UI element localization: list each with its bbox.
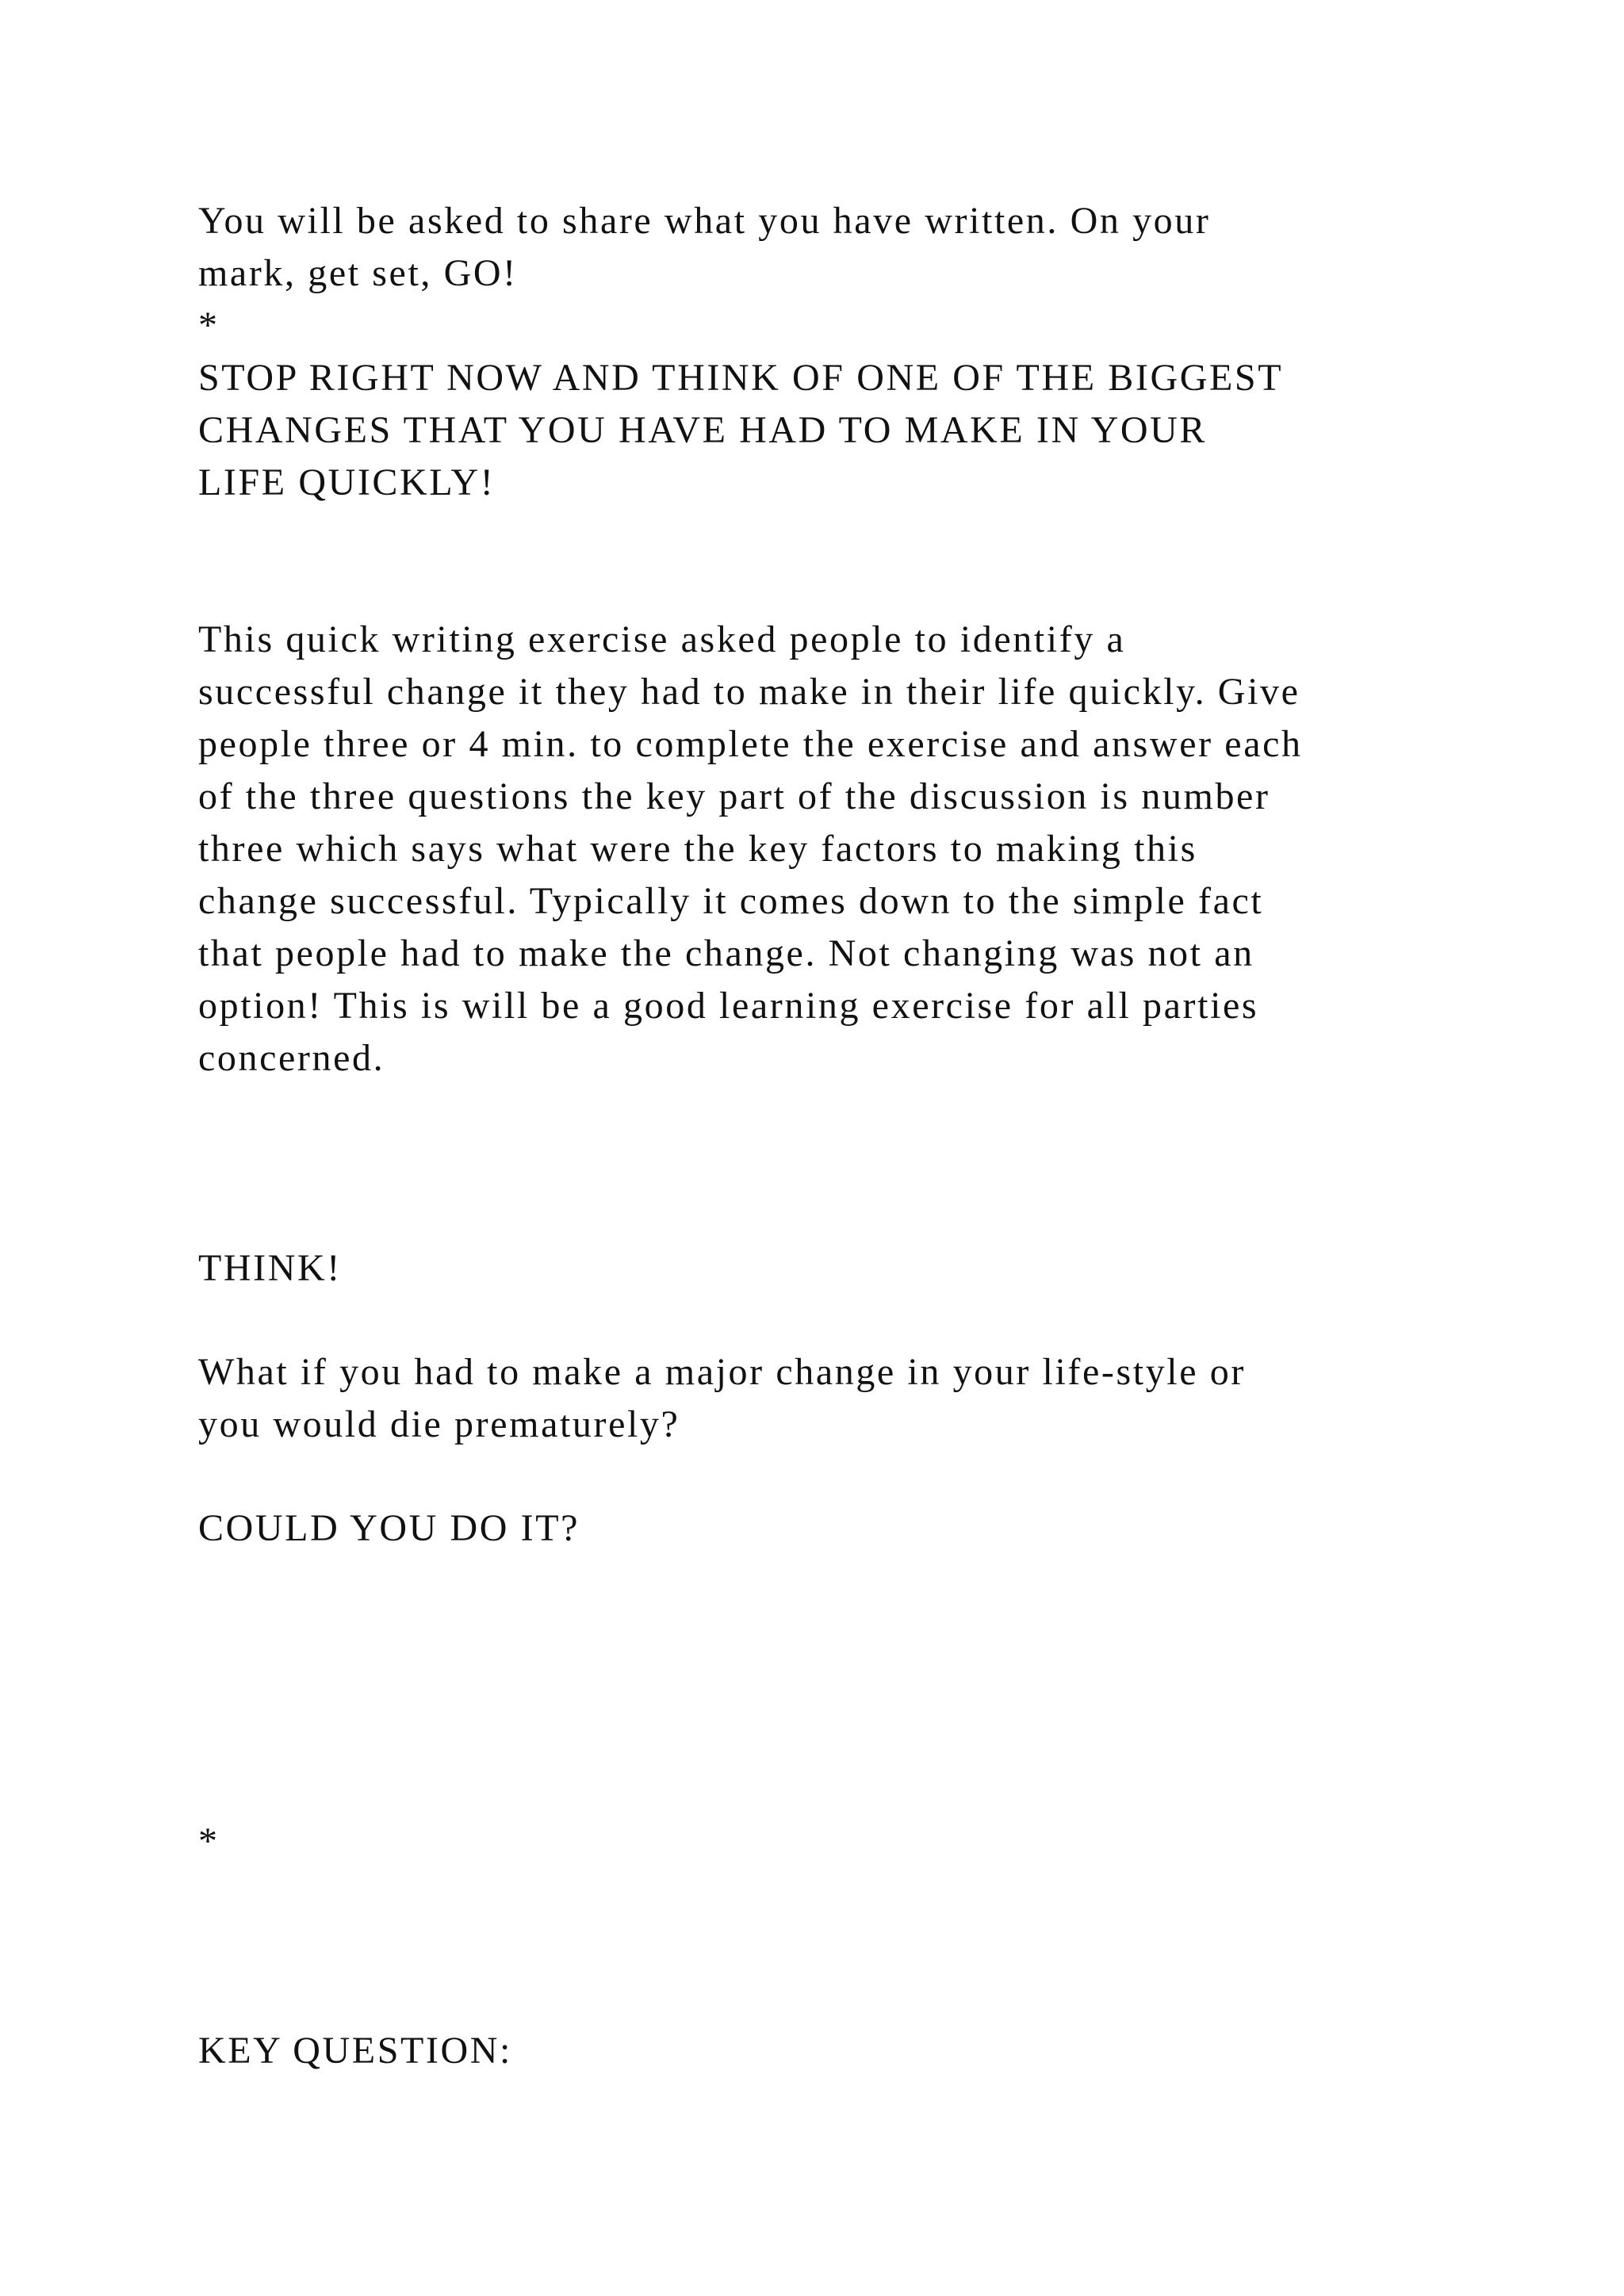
exercise-line-4: of the three questions the key part of the discussion is number xyxy=(198,775,1270,817)
intro-line-2: mark, get set, GO! xyxy=(198,252,518,294)
exercise-line-7: that people had to make the change. Not changing was not an xyxy=(198,932,1254,974)
intro-line-1: You will be asked to share what you have written. On your xyxy=(198,200,1211,242)
question-line-2: you would die prematurely? xyxy=(198,1403,680,1445)
key-question-heading: KEY QUESTION: xyxy=(198,2030,512,2072)
exercise-line-5: three which says what were the key factors to making this xyxy=(198,828,1197,870)
exercise-line-3: people three or 4 min. to complete the exercise and answer each xyxy=(198,723,1303,765)
could-you-line: COULD YOU DO IT? xyxy=(198,1507,580,1549)
separator-asterisk-2: * xyxy=(198,1820,220,1862)
separator-asterisk: * xyxy=(198,304,220,346)
exercise-line-1: This quick writing exercise asked people to identify a xyxy=(198,618,1126,660)
think-heading: THINK! xyxy=(198,1247,342,1289)
stop-line-2: CHANGES THAT YOU HAVE HAD TO MAKE IN YOUR xyxy=(198,409,1207,451)
question-line-1: What if you had to make a major change in your life-style or xyxy=(198,1351,1246,1393)
exercise-line-2: successful change it they had to make in their life quickly. Give xyxy=(198,671,1300,713)
exercise-line-8: option! This is will be a good learning exercise for all parties xyxy=(198,985,1259,1027)
exercise-line-6: change successful. Typically it comes down to the simple fact xyxy=(198,880,1264,922)
stop-line-1: STOP RIGHT NOW AND THINK OF ONE OF THE BIGGEST xyxy=(198,357,1284,399)
exercise-line-9: concerned. xyxy=(198,1037,385,1079)
stop-line-3: LIFE QUICKLY! xyxy=(198,461,496,503)
